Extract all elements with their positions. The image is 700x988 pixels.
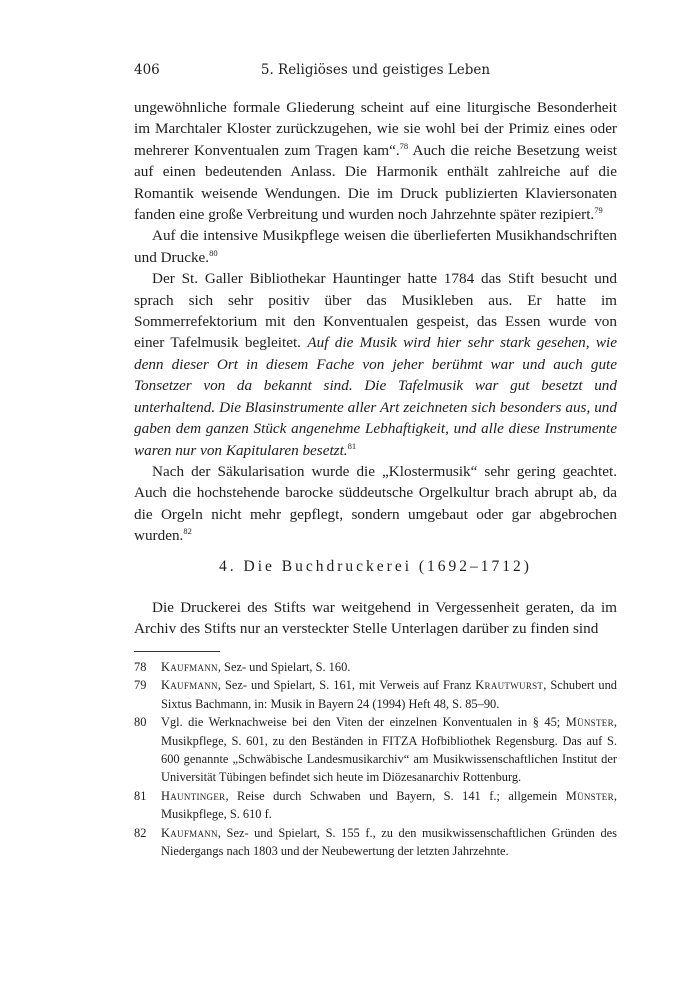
footnote-ref: 79 (594, 204, 603, 215)
footnote-text: , Reise durch Schwaben und Bayern, S. 141 f.; allgemein (225, 788, 566, 803)
footnote-text: , Sez- und Spielart, S. 160. (217, 660, 351, 674)
author-name: Münster (565, 788, 614, 803)
footnote-ref: 82 (183, 526, 192, 537)
footnote (134, 658, 617, 676)
footnote-text: , Schubert und Sixtus Bachmann, in: Musik in Bayern 24 (1994) Heft 48, S. 85–90. (161, 678, 617, 711)
paragraph-text: Nach der Säkularisation wurde die „Klostermusik“ sehr gering geachtet. Auch die hochstehende barocke süddeutsche Orgelkultur brach abrupt ab, da die Orgeln nicht mehr gepflegt, sondern umgebaut oder gar abgebrochen wurden. (134, 462, 617, 545)
footnote-number: 78 (134, 660, 147, 674)
footnote (134, 713, 617, 787)
footnote-number: 80 (134, 715, 147, 730)
author-name: Kaufmann (161, 660, 218, 674)
page-number: 406 (134, 62, 160, 78)
paragraph-text: Auf die intensive Musikpflege weisen die überlieferten Musikhandschriften und Drucke. (134, 227, 617, 266)
main-text (134, 97, 617, 547)
footnote-number: 82 (134, 825, 147, 840)
paragraph-text: Auch die reiche Besetzung weist auf einen bedeutenden Anlass. Die Harmonik enthält zahlreiche auf die Romantik weisende Wendungen. Die im Druck publizierten Klaviersonaten fanden eine große Verbreitung und wurden noch Jahrzehnte später rezipiert. (134, 141, 617, 224)
footnote-text: Vgl. die Werknachweise bei den Viten der einzelnen Konventualen in § 45; (161, 715, 566, 730)
author-name: Krautwurst (475, 678, 544, 693)
author-name: Kaufmann (161, 678, 218, 693)
footnote-text: , Sez- und Spielart, S. 155 f., zu den musikwissenschaftlichen Gründen des Niedergangs nach 1803 und der Neubewertung der letzten Jahrzehnte. (161, 825, 617, 859)
author-name: Hauntinger (161, 788, 226, 803)
paragraph-text: Der St. Galler Bibliothekar Hauntinger hatte 1784 das Stift besucht und sprach sich sehr positiv über das Musikleben aus. Er hatte im Sommerrefektorium mit den Konventualen gespeist, das Essen wurde von einer Tafelmusik begleitet. (134, 270, 617, 352)
paragraph (134, 97, 617, 225)
author-name: Münster (565, 715, 614, 730)
quotation: Auf die Musik wird hier sehr stark gesehen, wie denn dieser Ort in diesem Fache von jeher berühmt war und auch gute Tonsetzer von da bekannt sind. Die Tafelmusik war gut besetzt und unterhaltend. Die Blasinstrumente aller Art zeichneten sich besonders aus, und gaben dem ganzen Stück angenehme Lebhaftigkeit, und alle diese Instrumente waren nur von Kapitularen besetzt. (134, 334, 617, 459)
footnote-text: , Musikpflege, S. 601, zu den Beständen in FITZA Hofbibliothek Regensburg. Das auf S. 600 genannte „Schwäbische Landesmusikarchiv“ am Musikwissenschaftlichen Institut der Universität Tübingen befindet sich heute im Diözesanarchiv Rottenburg. (161, 715, 617, 785)
footnote-ref: 78 (399, 140, 409, 151)
footnote-ref: 81 (347, 440, 357, 451)
paragraph (134, 461, 617, 547)
section-text (134, 597, 617, 640)
footnote-number: 81 (134, 788, 147, 803)
paragraph (134, 225, 617, 268)
running-title: 5. Religiöses und geistiges Leben (260, 62, 491, 78)
footnote-text: , Sez- und Spielart, S. 161, mit Verweis auf Franz (217, 678, 476, 693)
paragraph (134, 268, 617, 461)
footnote (134, 824, 617, 861)
author-name: Kaufmann (161, 825, 218, 840)
footnote (134, 787, 617, 824)
paragraph: Die Druckerei des Stifts war weitgehend in Vergessenheit geraten, da im Archiv des Stifts nur an versteckter Stelle Unterlagen darüber zu finden sind (134, 599, 617, 638)
footnote-ref: 80 (209, 247, 218, 258)
footnote-text: , Musikpflege, S. 610 f. (161, 788, 617, 822)
section-heading: 4. Die Buchdruckerei (1692–1712) (219, 558, 532, 575)
running-header (134, 62, 617, 82)
footnote (134, 676, 617, 713)
footnotes (134, 658, 617, 860)
footnote-number: 79 (134, 678, 147, 693)
footnote-divider (134, 651, 220, 652)
paragraph-text: ungewöhnliche formale Gliederung scheint auf eine liturgische Besonderheit im Marchtaler Kloster zurückzugehen, wie sie wohl bei der Primiz eines oder mehrerer Konventualen zum Tragen kam“. (134, 99, 617, 159)
